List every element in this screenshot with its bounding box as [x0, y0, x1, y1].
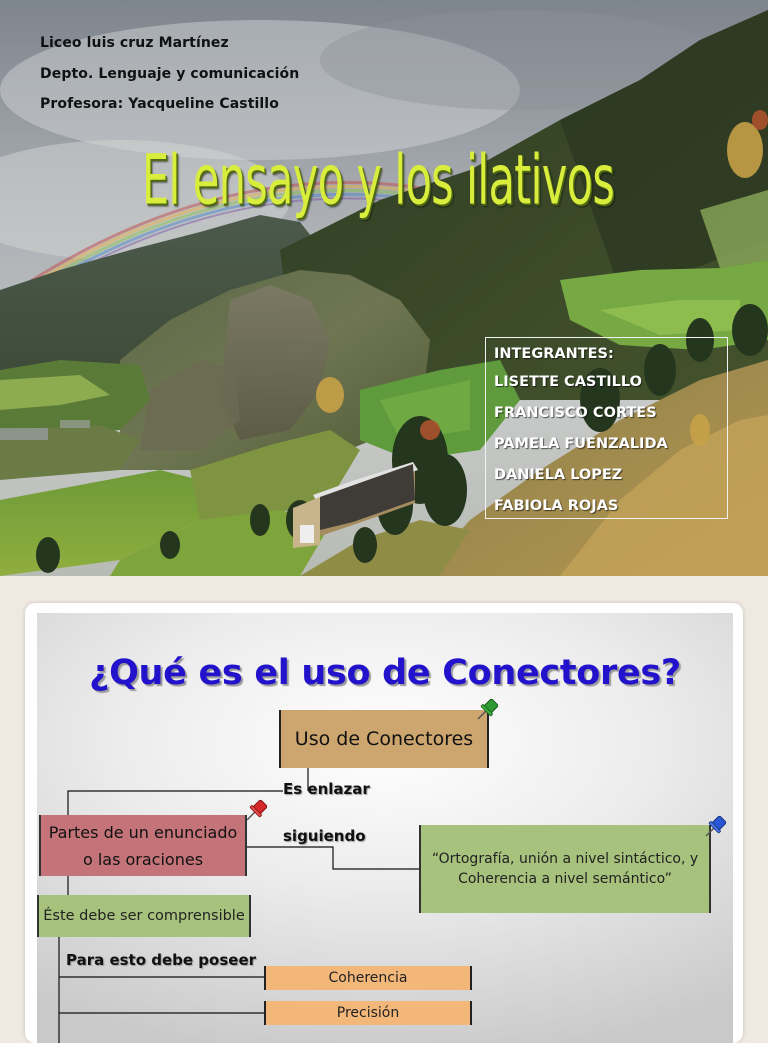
- root-node-uso-de-conectores: Uso de Conectores: [279, 710, 489, 768]
- department-name: Depto. Lenguaje y comunicación: [40, 66, 300, 82]
- teacher-name: Profesora: Yacqueline Castillo: [40, 96, 279, 112]
- slide-title: ¿Qué es el uso de Conectores?: [89, 653, 681, 693]
- member-name: FABIOLA ROJAS: [494, 498, 619, 514]
- connectors-slide: [37, 613, 733, 1043]
- node-precision: Precisión: [264, 1001, 472, 1025]
- link-label-siguiendo: siguiendo: [283, 827, 366, 845]
- link-label-es-enlazar: Es enlazar: [283, 780, 370, 798]
- node-coherencia: Coherencia: [264, 966, 472, 990]
- members-heading: INTEGRANTES:: [494, 346, 614, 362]
- blue-pushpin-icon: [702, 814, 728, 840]
- node-partes-line1: Partes de un enunciado: [48, 822, 238, 842]
- member-name: FRANCISCO CORTES: [494, 405, 657, 421]
- school-name: Liceo luis cruz Martínez: [40, 35, 229, 51]
- link-label-para-esto: Para esto debe poseer: [66, 951, 257, 969]
- cover-title: El ensayo y los ilativos: [141, 140, 615, 221]
- member-name: LISETTE CASTILLO: [494, 374, 642, 390]
- members-box: [485, 337, 728, 519]
- green-pushpin-icon: [474, 697, 500, 723]
- node-este-comprensible: Éste debe ser comprensible: [37, 895, 251, 937]
- member-name: PAMELA FUENZALIDA: [494, 436, 668, 452]
- node-partes-line2: o las oraciones: [82, 849, 204, 869]
- node-partes-enunciado: [39, 815, 247, 876]
- red-pushpin-icon: [243, 798, 269, 824]
- node-ortografia: “Ortografía, unión a nivel sintáctico, y Coherencia a nivel semántico”: [419, 825, 711, 913]
- member-name: DANIELA LOPEZ: [494, 467, 623, 483]
